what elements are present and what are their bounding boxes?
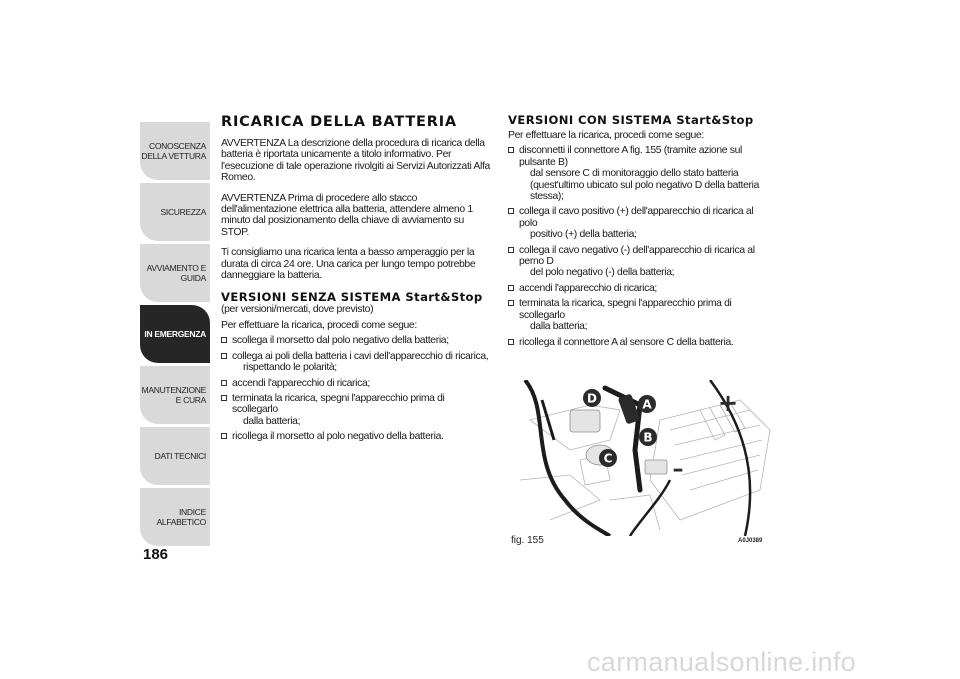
warning-paragraph: AVVERTENZA La descrizione della procedura di ricarica della batteria è riportata unicamente a titolo informativo. Per l'esecuzione di tale operazione rivolgiti ai Servizi Autorizzati Alfa Romeo.	[221, 138, 490, 184]
step-text: terminata la ricarica, spegni l'apparecchio prima di scollegarlo	[232, 392, 445, 416]
step-text: ricollega il connettore A al sensore C della batteria.	[519, 336, 734, 348]
list-item	[221, 431, 491, 442]
warning-paragraph: AVVERTENZA Prima di procedere allo stacco dell'alimentazione elettrica alla batteria, attendere almeno 1 minuto dal posizionamento della chiave di avviamento su STOP.	[221, 192, 473, 238]
list-item	[221, 351, 491, 374]
chapter-sidebar	[140, 122, 210, 549]
step-text-cont: dalla batteria;	[530, 321, 588, 333]
tab-dati-tecnici[interactable]	[140, 427, 210, 485]
section-heading-with-startstop	[508, 113, 773, 127]
right-column	[508, 113, 773, 352]
step-text: ricollega il morsetto al polo negativo della batteria.	[232, 431, 444, 443]
label-c: C	[603, 451, 613, 466]
tab-label: MANUTENZIONE E CURA	[141, 385, 206, 405]
list-item	[508, 337, 773, 348]
tab-label: SICUREZZA	[160, 207, 206, 217]
tab-in-emergenza[interactable]	[140, 305, 210, 363]
tab-label: IN EMERGENZA	[144, 329, 206, 339]
tab-sicurezza[interactable]	[140, 183, 210, 241]
label-d: D	[587, 391, 597, 406]
tab-label: DATI TECNICI	[154, 451, 206, 461]
step-text: accendi l'apparecchio di ricarica;	[232, 377, 370, 389]
minus-sign: –	[672, 457, 684, 482]
tab-label: CONOSCENZA DELLA VETTURA	[141, 141, 206, 161]
list-item	[508, 298, 773, 332]
tab-conoscenza[interactable]	[140, 122, 210, 180]
battery-figure	[510, 380, 775, 536]
tab-indice[interactable]	[140, 488, 210, 546]
list-item	[508, 145, 773, 202]
list-item	[508, 283, 773, 294]
list-item	[508, 245, 773, 279]
figure-code: A0J0389	[738, 538, 763, 544]
section-heading-without-startstop	[221, 290, 491, 304]
step-text: terminata la ricarica, spegni l'apparecchio prima di scollegarlo	[519, 298, 732, 321]
tab-label: INDICE ALFABETICO	[156, 507, 206, 527]
section-heading-suffix: Start&Stop	[405, 290, 483, 305]
list-item	[221, 335, 491, 346]
left-column	[221, 113, 491, 447]
procedure-intro: Per effettuare la ricarica, procedi come segue:	[221, 319, 417, 331]
list-item	[508, 206, 773, 240]
procedure-list	[221, 335, 491, 442]
step-text: scollega il morsetto dal polo negativo della batteria;	[232, 335, 449, 347]
page-title: RICARICA DELLA BATTERIA	[221, 114, 457, 130]
step-text-cont: rispettando le polarità;	[243, 362, 337, 374]
plus-sign: +	[717, 389, 739, 417]
list-item	[221, 393, 491, 427]
page-number: 186	[143, 546, 169, 563]
label-a: A	[642, 397, 652, 412]
section-heading-text: VERSIONI CON SISTEMA	[508, 113, 672, 127]
section-note: (per versioni/mercati, dove previsto)	[221, 304, 374, 316]
section-heading-text: VERSIONI SENZA SISTEMA	[221, 290, 401, 305]
step-text: collega il cavo positivo (+) dell'apparecchio di ricarica al polo	[519, 206, 754, 229]
step-text: collega ai poli della batteria i cavi dell'apparecchio di ricarica,	[232, 350, 489, 362]
procedure-list	[508, 145, 773, 348]
section-heading-suffix: Start&Stop	[676, 113, 754, 127]
step-text-cont: dalla batteria;	[243, 415, 301, 427]
step-text: collega il cavo negativo (-) dell'apparecchio di ricarica al perno D	[519, 244, 755, 268]
label-b: B	[643, 430, 653, 445]
figure-caption: fig. 155	[511, 535, 544, 546]
watermark-url: carmanualsonline.info	[587, 647, 856, 677]
step-text: accendi l'apparecchio di ricarica;	[519, 282, 657, 294]
step-text-cont: positivo (+) della batteria;	[530, 229, 637, 241]
step-text: disconnetti il connettore A fig. 155 (tramite azione sul pulsante B)	[519, 145, 742, 168]
tab-avviamento[interactable]	[140, 244, 210, 302]
advice-paragraph: Ti consigliamo una ricarica lenta a basso amperaggio per la durata di circa 24 ore. Una carica per lungo tempo potrebbe danneggiare la batteria.	[221, 247, 476, 282]
step-text-cont: del polo negativo (-) della batteria;	[530, 267, 675, 279]
tab-manutenzione[interactable]	[140, 366, 210, 424]
tab-label: AVVIAMENTO E GUIDA	[146, 263, 206, 283]
procedure-intro: Per effettuare la ricarica, procedi come segue:	[508, 130, 704, 141]
step-text-cont: dal sensore C di monitoraggio dello stato batteria (quest'ultimo ubicato sul polo negativo D della batteria stessa);	[530, 168, 760, 203]
list-item	[221, 378, 491, 389]
battery-illustration	[510, 380, 775, 536]
